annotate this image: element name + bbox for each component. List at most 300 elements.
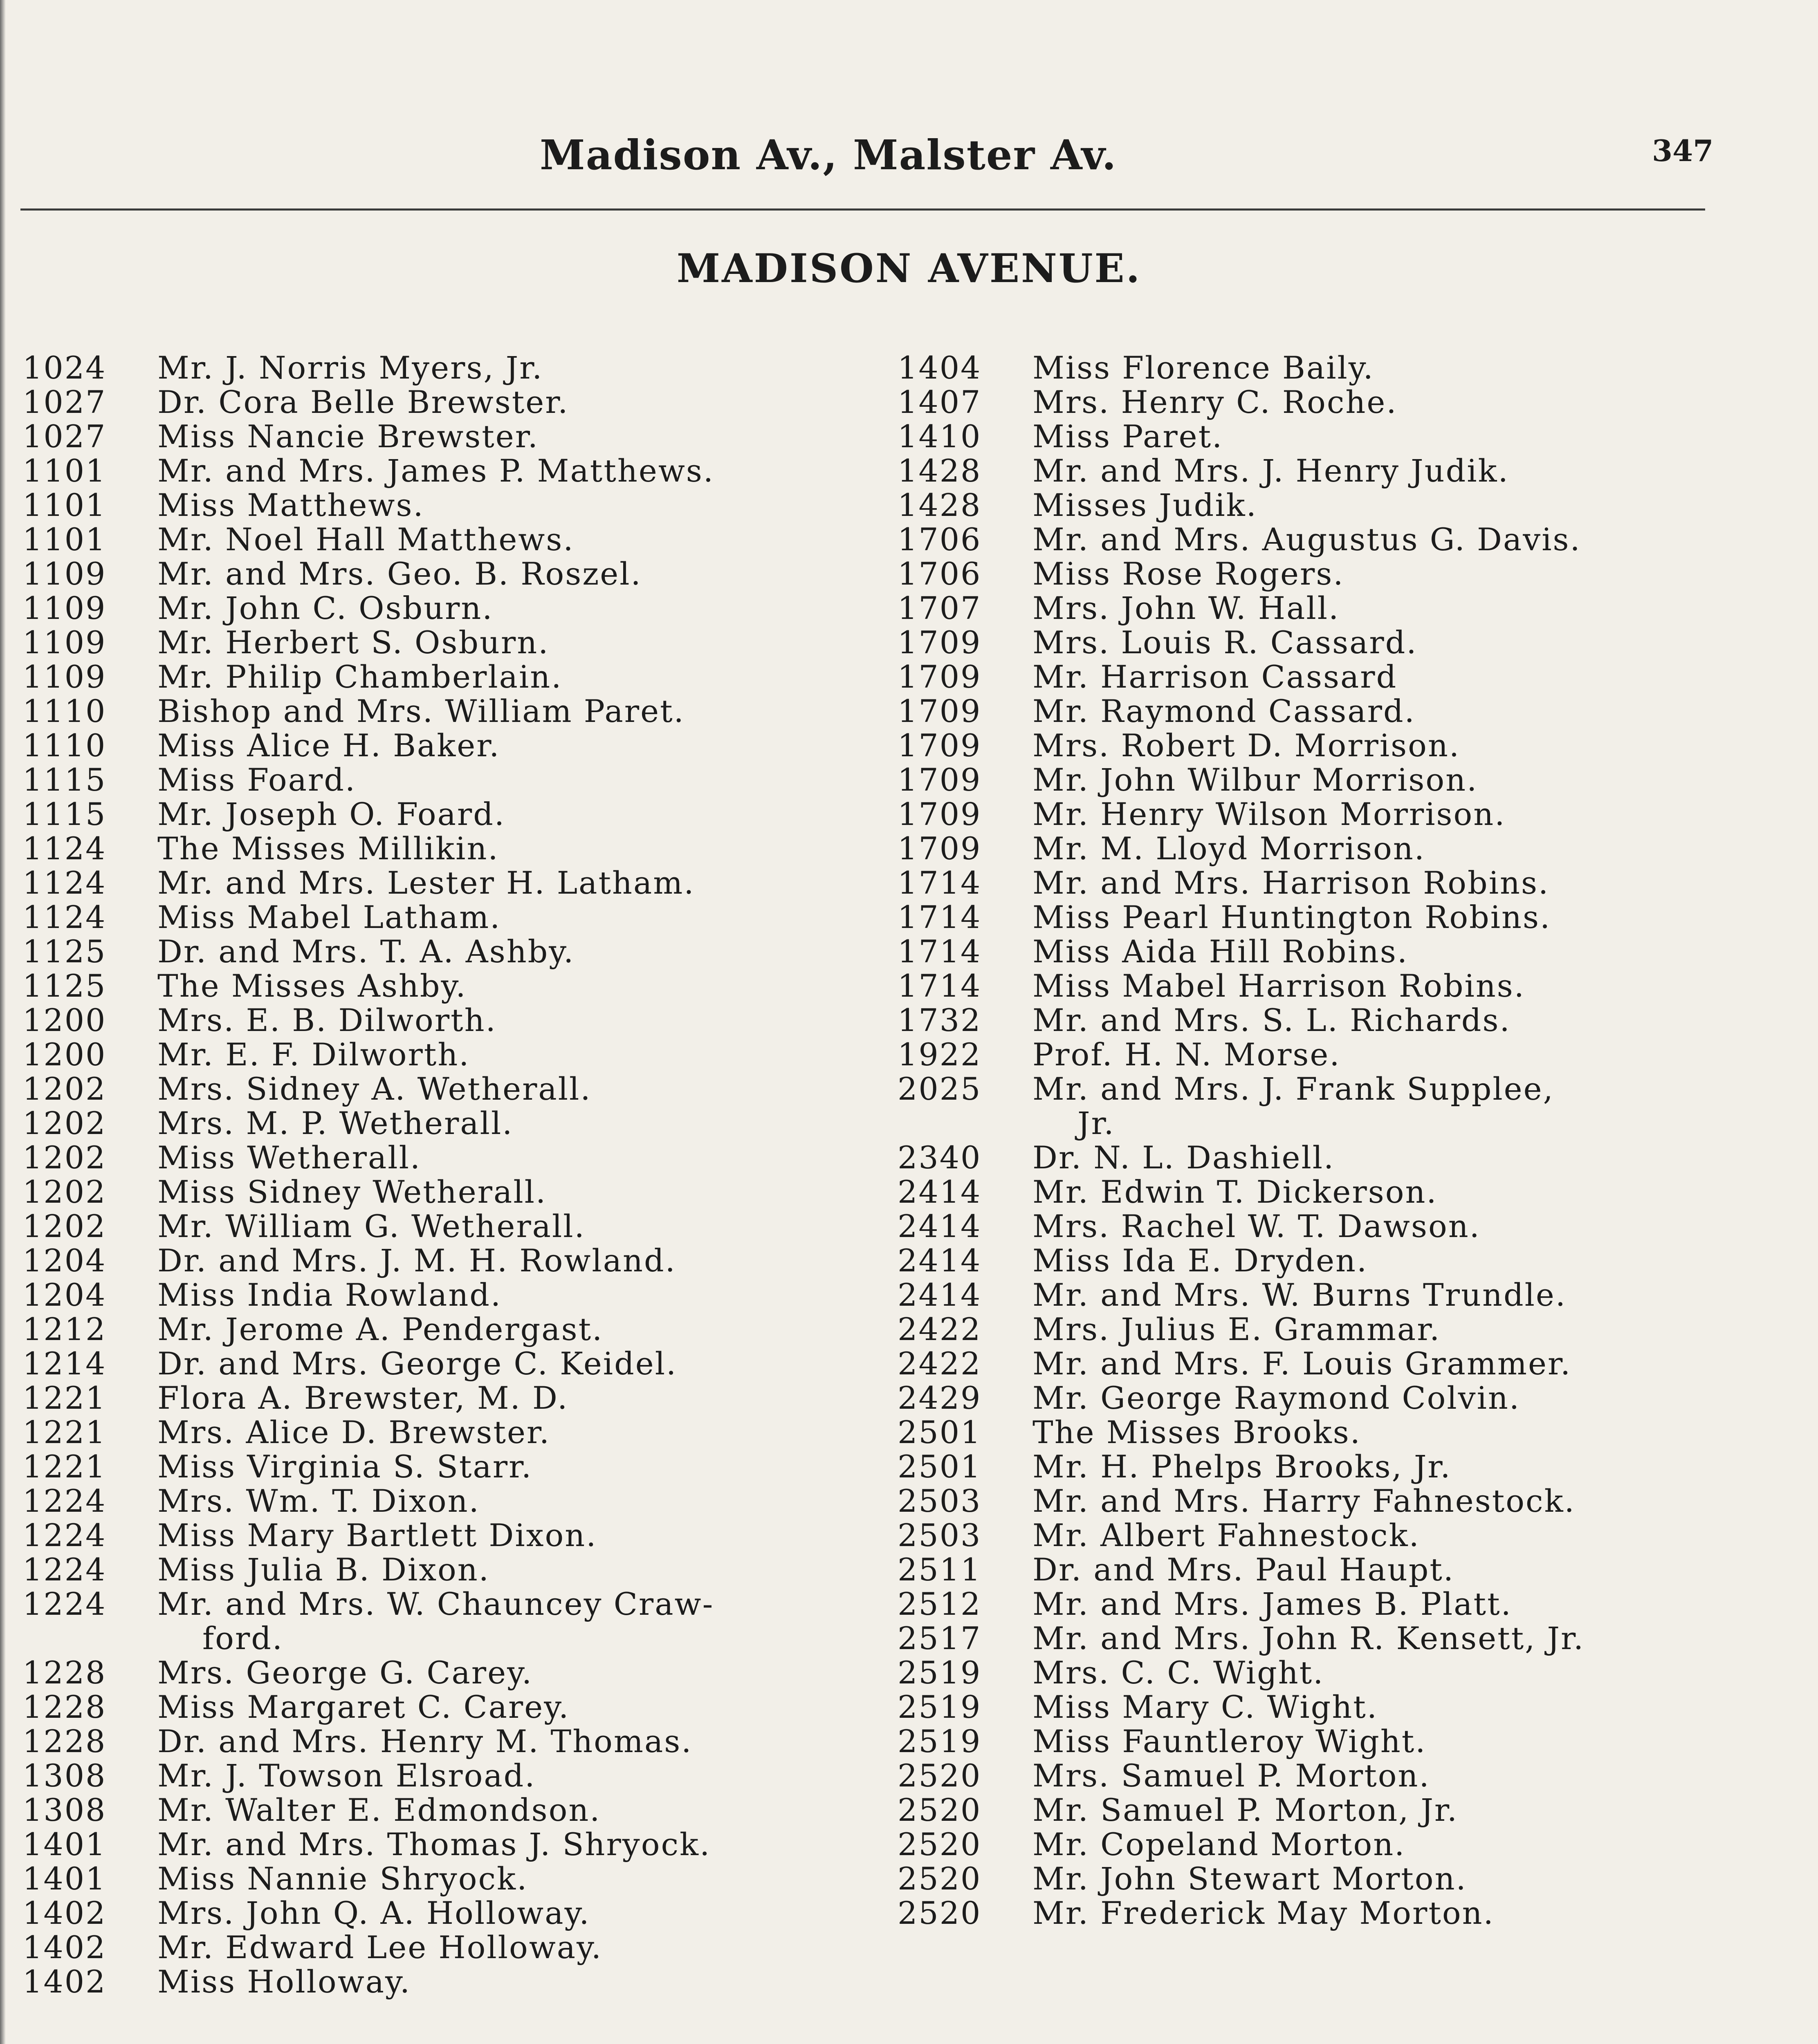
resident-name: [157, 1209, 893, 1244]
directory-entry: [22, 1862, 893, 1896]
resident-name-text: Mr. Henry Wilson Morrison.: [1032, 796, 1506, 832]
resident-name-text: Miss Mabel Latham.: [157, 899, 501, 935]
house-number: 2025: [898, 1071, 982, 1107]
directory-entry: [22, 1003, 893, 1038]
directory-entry: [22, 522, 893, 557]
directory-entry: [22, 351, 893, 385]
resident-name: [157, 1518, 893, 1553]
house-number: 1115: [22, 796, 107, 832]
resident-name: [157, 1793, 893, 1827]
resident-name: [157, 454, 893, 488]
house-number: 1200: [22, 1002, 107, 1038]
header-rule: [20, 208, 1705, 211]
directory-entry: [22, 797, 893, 831]
page-number: 347: [1652, 133, 1714, 168]
resident-name-text: Miss India Rowland.: [157, 1277, 502, 1313]
house-number: 1407: [898, 384, 982, 420]
directory-entry: [898, 763, 1769, 797]
directory-entry: [22, 1724, 893, 1759]
resident-name-text: Mr. M. Lloyd Morrison.: [1032, 830, 1425, 867]
directory-entry: [22, 1793, 893, 1827]
house-number: 1224: [22, 1586, 107, 1622]
house-number: 2517: [898, 1620, 982, 1656]
directory-entry: [898, 1793, 1769, 1827]
resident-name: [157, 1347, 893, 1381]
resident-name-text: Mr. H. Phelps Brooks, Jr.: [1032, 1448, 1452, 1485]
resident-name: [1032, 1347, 1769, 1381]
resident-name-text: Miss Florence Baily.: [1032, 350, 1374, 386]
house-number: 1202: [22, 1174, 107, 1210]
directory-entry: [898, 1862, 1769, 1896]
house-number: 1101: [22, 521, 107, 558]
house-number: 2520: [898, 1860, 982, 1897]
resident-name-text: Mrs. Samuel P. Morton.: [1032, 1757, 1430, 1794]
house-number: 1402: [22, 1963, 107, 2000]
house-number: 1401: [22, 1860, 107, 1897]
resident-name: [1032, 522, 1769, 557]
resident-name-text: Mrs. C. C. Wight.: [1032, 1654, 1324, 1691]
resident-name-text: Miss Wetherall.: [157, 1139, 422, 1176]
resident-name: [157, 866, 893, 900]
resident-name-text: Mr. and Mrs. J. Henry Judik.: [1032, 453, 1509, 489]
resident-name: [157, 1484, 893, 1518]
house-number: 1202: [22, 1208, 107, 1244]
resident-name: [157, 1278, 893, 1312]
house-number: 1228: [22, 1723, 107, 1759]
resident-name-continuation: Jr.: [1077, 1105, 1115, 1141]
house-number: 1428: [898, 487, 982, 523]
directory-entry: [898, 1896, 1769, 1930]
resident-name-text: The Misses Ashby.: [157, 968, 467, 1004]
resident-name-text: Mr. and Mrs. Thomas J. Shryock.: [157, 1826, 711, 1862]
resident-name: [157, 1106, 893, 1141]
house-number: 1109: [22, 556, 107, 592]
house-number: 1714: [898, 899, 982, 935]
resident-name-text: Mr. Jerome A. Pendergast.: [157, 1311, 604, 1347]
house-number: 2422: [898, 1345, 982, 1382]
directory-entry: [22, 1141, 893, 1175]
resident-name: [1032, 831, 1769, 866]
directory-entry: [22, 1106, 893, 1141]
house-number: 1110: [22, 727, 107, 764]
directory-entry: [22, 1587, 893, 1656]
directory-entry: [898, 969, 1769, 1003]
house-number: 1709: [898, 624, 982, 661]
resident-name: [1032, 763, 1769, 797]
resident-name: [157, 797, 893, 831]
resident-name: [157, 1175, 893, 1209]
resident-name-text: Dr. and Mrs. T. A. Ashby.: [157, 933, 575, 970]
resident-name-text: Mr. and Mrs. Harry Fahnestock.: [1032, 1483, 1576, 1519]
resident-name-text: Prof. H. N. Morse.: [1032, 1036, 1341, 1073]
directory-entry: [22, 1518, 893, 1553]
resident-name-text: Mr. William G. Wetherall.: [157, 1208, 586, 1244]
resident-name: [157, 763, 893, 797]
house-number: 1402: [22, 1929, 107, 1966]
resident-name-text: Miss Matthews.: [157, 487, 424, 523]
resident-name: [157, 351, 893, 385]
resident-name-text: Mr. Frederick May Morton.: [1032, 1895, 1495, 1931]
directory-entry: [898, 1175, 1769, 1209]
directory-entry: [898, 591, 1769, 625]
resident-name: [157, 1312, 893, 1347]
resident-name-text: Mr. Harrison Cassard: [1032, 659, 1398, 695]
directory-entry: [22, 488, 893, 522]
house-number: 2340: [898, 1139, 982, 1176]
house-number: 1714: [898, 968, 982, 1004]
resident-name: [157, 1930, 893, 1965]
resident-name: [1032, 1656, 1769, 1690]
resident-name: [157, 694, 893, 728]
directory-entry: [22, 1244, 893, 1278]
house-number: 1709: [898, 693, 982, 729]
directory-entry: [898, 1621, 1769, 1656]
resident-name: [1032, 488, 1769, 522]
directory-entry: [898, 1038, 1769, 1072]
directory-entry: [22, 660, 893, 694]
resident-name: [1032, 591, 1769, 625]
resident-name-text: Mrs. Sidney A. Wetherall.: [157, 1071, 592, 1107]
house-number: 1228: [22, 1654, 107, 1691]
house-number: 2414: [898, 1174, 982, 1210]
house-number: 1707: [898, 590, 982, 626]
resident-name: [1032, 660, 1769, 694]
resident-name-text: Mrs. Henry C. Roche.: [1032, 384, 1398, 420]
directory-entry: [898, 1003, 1769, 1038]
resident-name: [1032, 1484, 1769, 1518]
resident-name-text: Mr. John Stewart Morton.: [1032, 1860, 1467, 1897]
resident-name: [157, 1003, 893, 1038]
house-number: 1214: [22, 1345, 107, 1382]
resident-name: [1032, 1141, 1769, 1175]
resident-name: [157, 660, 893, 694]
house-number: 1221: [22, 1380, 107, 1416]
resident-name: [157, 385, 893, 419]
resident-name: [1032, 385, 1769, 419]
house-number: 2414: [898, 1242, 982, 1279]
resident-name: [1032, 1312, 1769, 1347]
resident-name-text: Miss Rose Rogers.: [1032, 556, 1344, 592]
house-number: 1202: [22, 1139, 107, 1176]
directory-entry: [898, 522, 1769, 557]
house-number: 2520: [898, 1757, 982, 1794]
house-number: 2519: [898, 1723, 982, 1759]
resident-name: [1032, 900, 1769, 935]
resident-name: [1032, 1518, 1769, 1553]
directory-entry: [898, 385, 1769, 419]
resident-name-text: Miss Julia B. Dixon.: [157, 1551, 490, 1588]
resident-name: [1032, 1896, 1769, 1930]
resident-name: [1032, 1209, 1769, 1244]
resident-name-text: Mr. and Mrs. John R. Kensett, Jr.: [1032, 1620, 1585, 1656]
house-number: 1204: [22, 1277, 107, 1313]
directory-entry: [22, 1175, 893, 1209]
house-number: 2519: [898, 1654, 982, 1691]
house-number: 1709: [898, 830, 982, 867]
house-number: 1224: [22, 1483, 107, 1519]
resident-name-text: Miss Mary Bartlett Dixon.: [157, 1517, 597, 1553]
resident-name-text: The Misses Brooks.: [1032, 1414, 1361, 1450]
resident-name-text: Mr. and Mrs. W. Burns Trundle.: [1032, 1277, 1567, 1313]
house-number: 1110: [22, 693, 107, 729]
house-number: 1224: [22, 1551, 107, 1588]
resident-name-text: Miss Nannie Shryock.: [157, 1860, 528, 1897]
resident-name-text: Dr. Cora Belle Brewster.: [157, 384, 569, 420]
directory-entry: [22, 1656, 893, 1690]
house-number: 1200: [22, 1036, 107, 1073]
resident-name: [1032, 454, 1769, 488]
directory-entry: [22, 969, 893, 1003]
directory-entry: [898, 797, 1769, 831]
directory-entry: [898, 488, 1769, 522]
resident-name: [157, 1381, 893, 1415]
resident-name-text: Mrs. E. B. Dilworth.: [157, 1002, 497, 1038]
resident-name-text: Mr. John C. Osburn.: [157, 590, 494, 626]
house-number: 2520: [898, 1792, 982, 1828]
resident-name-text: Miss Sidney Wetherall.: [157, 1174, 547, 1210]
resident-name-text: Mr. and Mrs. James P. Matthews.: [157, 453, 715, 489]
directory-entry: [22, 1278, 893, 1312]
resident-name: [157, 625, 893, 660]
house-number: 1109: [22, 590, 107, 626]
resident-name: [1032, 557, 1769, 591]
house-number: 1709: [898, 762, 982, 798]
resident-name-text: Mr. and Mrs. James B. Platt.: [1032, 1586, 1512, 1622]
resident-name-text: Mr. Raymond Cassard.: [1032, 693, 1416, 729]
directory-entry: [22, 1827, 893, 1862]
resident-name-text: Mr. and Mrs. Lester H. Latham.: [157, 865, 695, 901]
directory-entry: [898, 1587, 1769, 1621]
resident-name-text: Mr. and Mrs. J. Frank Supplee,: [1032, 1071, 1554, 1107]
resident-name: [157, 1724, 893, 1759]
directory-entry: [898, 1656, 1769, 1690]
house-number: 1714: [898, 865, 982, 901]
directory-entry: [898, 1759, 1769, 1793]
resident-name: [157, 935, 893, 969]
resident-name-text: Mr. and Mrs. W. Chauncey Craw-: [157, 1586, 714, 1622]
running-title: Madison Av., Malster Av.: [540, 131, 1117, 179]
resident-name: [157, 831, 893, 866]
directory-entry: [22, 419, 893, 454]
resident-name-text: Mr. J. Norris Myers, Jr.: [157, 350, 543, 386]
directory-entry: [22, 1484, 893, 1518]
directory-entry: [898, 1347, 1769, 1381]
resident-name-text: Mrs. Robert D. Morrison.: [1032, 727, 1461, 764]
directory-entry: [22, 1930, 893, 1965]
resident-name: [157, 1553, 893, 1587]
house-number: 1402: [22, 1895, 107, 1931]
house-number: 2422: [898, 1311, 982, 1347]
directory-entry: [22, 900, 893, 935]
house-number: 2501: [898, 1414, 982, 1450]
house-number: 1109: [22, 659, 107, 695]
resident-name: [157, 900, 893, 935]
directory-entry: [898, 351, 1769, 385]
directory-entry: [22, 1759, 893, 1793]
resident-name: [157, 1656, 893, 1690]
resident-name: [1032, 728, 1769, 763]
directory-entry: [22, 763, 893, 797]
resident-name-continuation: ford.: [202, 1620, 284, 1656]
directory-entry: [22, 591, 893, 625]
house-number: 1027: [22, 384, 107, 420]
house-number: 1124: [22, 865, 107, 901]
resident-name-text: Dr. and Mrs. J. M. H. Rowland.: [157, 1242, 676, 1279]
directory-entry: [22, 1381, 893, 1415]
resident-name: [157, 488, 893, 522]
resident-name-text: Mr. Noel Hall Matthews.: [157, 521, 575, 558]
resident-name-text: Mrs. George G. Carey.: [157, 1654, 533, 1691]
directory-entry: [898, 1244, 1769, 1278]
resident-name-text: Flora A. Brewster, M. D.: [157, 1380, 569, 1416]
resident-name: [1032, 419, 1769, 454]
resident-name-text: Miss Holloway.: [157, 1963, 411, 2000]
resident-name-text: Miss Pearl Huntington Robins.: [1032, 899, 1551, 935]
directory-entry: [898, 1278, 1769, 1312]
directory-entry: [898, 1381, 1769, 1415]
resident-name-text: Mr. and Mrs. Geo. B. Roszel.: [157, 556, 642, 592]
directory-entry: [898, 1484, 1769, 1518]
resident-name: [1032, 1072, 1769, 1141]
house-number: 1706: [898, 556, 982, 592]
directory-entry: [898, 1072, 1769, 1141]
resident-name-text: Mrs. John W. Hall.: [1032, 590, 1340, 626]
directory-entry: [898, 1450, 1769, 1484]
directory-entry: [898, 557, 1769, 591]
resident-name: [1032, 1038, 1769, 1072]
resident-name-text: Mrs. Alice D. Brewster.: [157, 1414, 551, 1450]
resident-name-text: Miss Virginia S. Starr.: [157, 1448, 533, 1485]
house-number: 2512: [898, 1586, 982, 1622]
resident-name: [157, 1587, 893, 1656]
resident-name-text: Mr. and Mrs. Harrison Robins.: [1032, 865, 1550, 901]
house-number: 1732: [898, 1002, 982, 1038]
resident-name: [1032, 1003, 1769, 1038]
directory-entry: [898, 1415, 1769, 1450]
resident-name-text: Miss Nancie Brewster.: [157, 418, 539, 455]
directory-entry: [898, 1312, 1769, 1347]
resident-name-text: Mr. Joseph O. Foard.: [157, 796, 506, 832]
resident-name-text: Miss Mabel Harrison Robins.: [1032, 968, 1525, 1004]
resident-name: [157, 1827, 893, 1862]
house-number: 1428: [898, 453, 982, 489]
resident-name-text: Miss Ida E. Dryden.: [1032, 1242, 1368, 1279]
directory-entry: [898, 831, 1769, 866]
directory-entry: [898, 454, 1769, 488]
directory-entry: [898, 694, 1769, 728]
resident-name-text: Mrs. John Q. A. Holloway.: [157, 1895, 590, 1931]
directory-entry: [898, 900, 1769, 935]
house-number: 2503: [898, 1517, 982, 1553]
resident-name-text: Dr. and Mrs. Henry M. Thomas.: [157, 1723, 693, 1759]
resident-name-text: Mr. E. F. Dilworth.: [157, 1036, 470, 1073]
house-number: 1714: [898, 933, 982, 970]
resident-name-text: Mr. John Wilbur Morrison.: [1032, 762, 1478, 798]
resident-name: [1032, 1415, 1769, 1450]
house-number: 1709: [898, 796, 982, 832]
house-number: 1709: [898, 727, 982, 764]
resident-name-text: Mr. J. Towson Elsroad.: [157, 1757, 536, 1794]
resident-name: [1032, 694, 1769, 728]
directory-entry: [898, 1209, 1769, 1244]
house-number: 1709: [898, 659, 982, 695]
resident-name: [157, 1862, 893, 1896]
house-number: 2429: [898, 1380, 982, 1416]
madison-right-column: [898, 351, 1769, 1930]
resident-name: [1032, 1450, 1769, 1484]
resident-name: [1032, 625, 1769, 660]
house-number: 1224: [22, 1517, 107, 1553]
resident-name-text: Miss Alice H. Baker.: [157, 727, 501, 764]
running-header: [0, 123, 1818, 180]
resident-name: [157, 1072, 893, 1106]
resident-name: [157, 419, 893, 454]
directory-entry: [898, 660, 1769, 694]
directory-entry: [22, 728, 893, 763]
resident-name-text: Miss Mary C. Wight.: [1032, 1689, 1378, 1725]
directory-entry: [898, 625, 1769, 660]
resident-name: [157, 1965, 893, 1999]
house-number: 2520: [898, 1895, 982, 1931]
directory-entry: [22, 1450, 893, 1484]
resident-name: [157, 969, 893, 1003]
resident-name-text: Mr. Samuel P. Morton, Jr.: [1032, 1792, 1459, 1828]
directory-entry: [22, 625, 893, 660]
house-number: 1204: [22, 1242, 107, 1279]
directory-entry: [22, 1347, 893, 1381]
resident-name: [157, 1450, 893, 1484]
house-number: 1404: [898, 350, 982, 386]
directory-entry: [22, 1896, 893, 1930]
madison-avenue-heading: MADISON AVENUE.: [676, 245, 1142, 291]
resident-name: [1032, 866, 1769, 900]
house-number: 1109: [22, 624, 107, 661]
house-number: 1221: [22, 1448, 107, 1485]
resident-name: [1032, 1759, 1769, 1793]
house-number: 2501: [898, 1448, 982, 1485]
resident-name-text: Mr. Herbert S. Osburn.: [157, 624, 550, 661]
resident-name: [157, 1759, 893, 1793]
page-edge-shadow: [0, 0, 6, 2044]
resident-name-text: Miss Paret.: [1032, 418, 1223, 455]
resident-name-text: Dr. and Mrs. George C. Keidel.: [157, 1345, 678, 1382]
resident-name-text: Mr. and Mrs. Augustus G. Davis.: [1032, 521, 1581, 558]
resident-name: [157, 522, 893, 557]
directory-entry: [22, 694, 893, 728]
house-number: 2520: [898, 1826, 982, 1862]
house-number: 1101: [22, 453, 107, 489]
house-number: 1027: [22, 418, 107, 455]
resident-name-text: Mr. Philip Chamberlain.: [157, 659, 563, 695]
house-number: 1706: [898, 521, 982, 558]
house-number: 1024: [22, 350, 107, 386]
directory-entry: [898, 1827, 1769, 1862]
resident-name: [1032, 797, 1769, 831]
resident-name: [1032, 935, 1769, 969]
resident-name: [157, 1896, 893, 1930]
resident-name-text: Mrs. Rachel W. T. Dawson.: [1032, 1208, 1481, 1244]
resident-name: [1032, 1621, 1769, 1656]
resident-name: [1032, 969, 1769, 1003]
directory-entry: [898, 419, 1769, 454]
directory-entry: [898, 1553, 1769, 1587]
resident-name: [1032, 1827, 1769, 1862]
resident-name: [1032, 1175, 1769, 1209]
resident-name-text: Misses Judik.: [1032, 487, 1257, 523]
house-number: 1115: [22, 762, 107, 798]
directory-entry: [898, 1690, 1769, 1724]
directory-entry: [22, 454, 893, 488]
